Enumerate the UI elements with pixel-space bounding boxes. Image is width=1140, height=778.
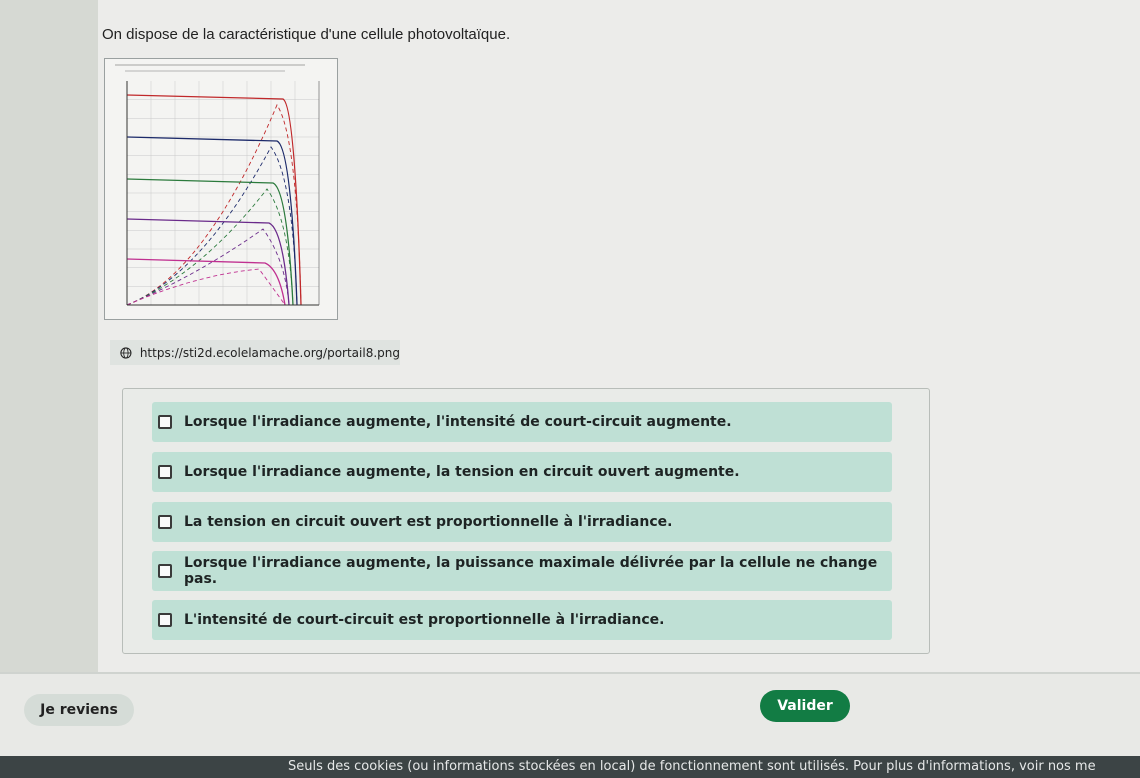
image-source-link[interactable]: [110, 340, 400, 365]
left-margin: [0, 0, 98, 672]
option-1[interactable]: [152, 402, 892, 442]
option-2[interactable]: [152, 452, 892, 492]
footer-bar: [0, 672, 1140, 756]
option-4-checkbox[interactable]: [158, 564, 172, 578]
iv-characteristic-image: [104, 58, 338, 320]
option-2-label: Lorsque l'irradiance augmente, la tension en circuit ouvert augmente.: [184, 464, 740, 480]
cookie-notice: Seuls des cookies (ou informations stockées en local) de fonctionnement sont utilisés. Pour plus d'informations, voir nos me: [0, 756, 1140, 778]
option-5-checkbox[interactable]: [158, 613, 172, 627]
option-3[interactable]: [152, 502, 892, 542]
option-5-label: L'intensité de court-circuit est proportionnelle à l'irradiance.: [184, 612, 665, 628]
option-2-checkbox[interactable]: [158, 465, 172, 479]
back-button[interactable]: Je reviens: [24, 694, 134, 726]
option-3-checkbox[interactable]: [158, 515, 172, 529]
option-4[interactable]: [152, 551, 892, 591]
option-1-checkbox[interactable]: [158, 415, 172, 429]
option-4-label: Lorsque l'irradiance augmente, la puissance maximale délivrée par la cellule ne change pas.: [184, 555, 878, 587]
iv-curves-graphic: [105, 59, 337, 319]
option-1-label: Lorsque l'irradiance augmente, l'intensité de court-circuit augmente.: [184, 414, 732, 430]
option-3-label: La tension en circuit ouvert est proportionnelle à l'irradiance.: [184, 514, 673, 530]
option-5[interactable]: [152, 600, 892, 640]
image-source-url: https://sti2d.ecolelamache.org/portail8.png: [139, 345, 400, 360]
question-text: On dispose de la caractéristique d'une cellule photovoltaïque.: [102, 26, 511, 43]
validate-button[interactable]: Valider: [760, 690, 850, 722]
globe-icon: [120, 346, 132, 360]
